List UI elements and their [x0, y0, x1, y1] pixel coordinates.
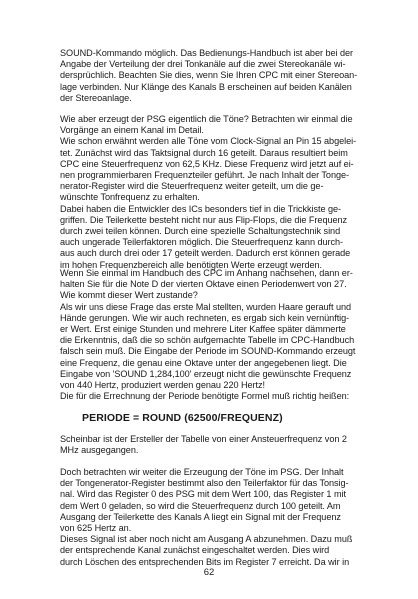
text-line: dem Wert 0 geladen, so wird die Steuerfrequenz durch 100 geteilt. Am — [60, 500, 341, 511]
text-line: Hände gerungen. Wie wir auch rechneten, es ergab sich kein vernünftig- — [60, 312, 350, 323]
paragraph-5 — [60, 467, 376, 568]
text-line: nerator-Register wird die Steuerfrequenz weiter geteilt, um die ge- — [60, 181, 324, 192]
text-line: Dieses Signal ist aber noch nicht am Ausgang A abzunehmen. Dazu muß — [60, 534, 353, 545]
text-line: durch zwei teilen können. Durch eine spezielle Schaltungstechnik sind — [60, 226, 341, 237]
text-line: von 440 Hertz, produziert werden genau 220 Hertz! — [60, 380, 266, 391]
paragraph-3 — [60, 268, 376, 402]
text-line: MHz ausgegangen. — [60, 445, 139, 456]
text-line: Doch betrachten wir weiter die Erzeugung der Töne im PSG. Der Inhalt — [60, 467, 344, 477]
text-line: die Erkenntnis, daß die so schön aufgemachte Tabelle im CPC-Handbuch — [60, 335, 355, 346]
text-line: Als wir uns diese Frage das erste Mal stellten, wurden Haare gerauft und — [60, 301, 352, 312]
text-line: nen programmierbaren Frequenzteiler geführt. Je nach Inhalt der Tonge- — [60, 170, 350, 181]
text-line: SOUND-Kommando möglich. Das Bedienungs-Handbuch ist aber bei der — [60, 48, 354, 58]
text-line: wünschte Tonfrequenz zu erhalten. — [60, 192, 200, 203]
paragraph-4 — [60, 434, 376, 456]
text-line: durch Löschen des entsprechenden Bits im Register 7 erreicht. Da wir in — [60, 556, 350, 567]
text-line: Ausgang der Teilerkette des Kanals A liegt ein Signal mit der Frequenz — [60, 511, 341, 522]
text-line: auch ungerade Teilerfaktoren möglich. Die Steuerfrequenz kann durch- — [60, 237, 344, 248]
text-line: Scheinbar ist der Ersteller der Tabelle von einer Ansteuerfrequenz von 2 — [60, 434, 347, 444]
text-line: Vorgänge an einem Kanal im Detail. — [60, 125, 204, 136]
text-line: Wie kommt dieser Wert zustande? — [60, 290, 198, 301]
text-line: der entsprechende Kanal zunächst eingeschaltet werden. Dies wird — [60, 545, 330, 556]
text-line: Angabe der Verteilung der drei Tonkanäle auf die zwei Stereokanäle wi- — [60, 59, 346, 70]
text-line: Die für die Errechnung der Periode benötigte Formel muß richtig heißen: — [60, 391, 350, 402]
formula: PERIODE = ROUND (62500/FREQUENZ) — [82, 412, 283, 424]
text-line: Eingabe von 'SOUND 1,284,100' erzeugt nicht die gewünschte Frequenz — [60, 368, 352, 379]
text-line: halten Sie für die Note D der vierten Oktave einen Periodenwert von 27. — [60, 279, 347, 290]
text-line: Wie schon erwähnt werden alle Töne vom Clock-Signal an Pin 15 abgelei- — [60, 136, 357, 147]
text-line: der Tongenerator-Register bestimmt also den Teilerfaktor für das Tonsig- — [60, 478, 349, 489]
text-line: der Stereoanlage. — [60, 92, 132, 103]
text-line: eine Frequenz, die genau eine Oktave unter der angegebenen liegt. Die — [60, 357, 347, 368]
text-line: CPC eine Steuerfrequenz von 62,5 KHz. Diese Frequenz wird jetzt auf ei- — [60, 158, 354, 169]
text-line: nal. Wird das Register 0 des PSG mit dem Wert 100, das Register 1 mit — [60, 489, 346, 500]
text-line: griffen. Die Teilerkette besteht nicht nur aus Flip-Flops, die die Frequenz — [60, 214, 348, 225]
text-line: Wie aber erzeugt der PSG eigentlich die Töne? Betrachten wir einmal die — [60, 114, 353, 124]
text-line: lage verbinden. Nur Klänge des Kanals B erscheinen auf beiden Kanälen — [60, 81, 352, 92]
page-number: 62 — [203, 567, 215, 578]
paragraph-2 — [60, 114, 376, 271]
text-line: Wenn Sie einmal im Handbuch des CPC im Anhang nachsehen, dann er- — [60, 268, 353, 278]
text-line: Dabei haben die Entwickler des ICs besonders tief in die Trickkiste ge- — [60, 203, 341, 214]
text-line: im hohen Frequenzbereich alle benötigten Werte erzeugt werden. — [60, 259, 323, 270]
text-line: von 625 Hertz an. — [60, 523, 132, 534]
text-line: aus auch durch drei oder 17 geteilt werden. Dadurch erst können gerade — [60, 248, 351, 259]
text-line: er Wert. Erst einige Stunden und mehrere Liter Kaffee später dämmerte — [60, 324, 346, 335]
text-line: dersprüchlich. Beachten Sie dies, wenn Sie Ihren CPC mit einer Stereoan- — [60, 70, 358, 81]
text-line: falsch sein muß. Die Eingabe der Periode im SOUND-Kommando erzeugt — [60, 346, 356, 357]
paragraph-1 — [60, 48, 376, 104]
text-line: tet. Zunächst wird das Taktsignal durch 16 geteilt. Daraus resultiert beim — [60, 147, 348, 158]
